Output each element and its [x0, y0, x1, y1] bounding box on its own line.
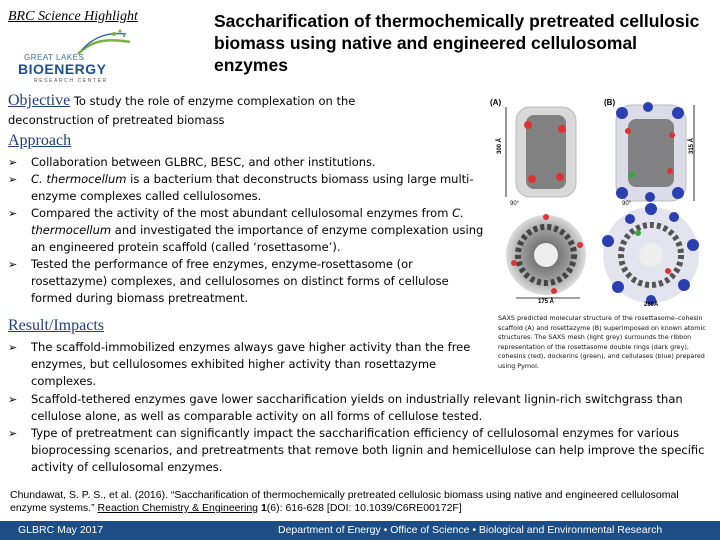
result-list-continued — [8, 391, 718, 476]
saxs-structure-image — [488, 95, 714, 310]
result-item: ➢ The scaffold-immobilized enzymes always gave higher activity than the free enzymes, but cellulosomes exhibited higher activity than rosettazyme complexes. — [8, 339, 483, 390]
glbrc-logo — [18, 34, 188, 86]
footer-date: GLBRC May 2017 — [18, 524, 104, 536]
result-item: ➢ Type of pretreatment can significantly impact the saccharification efficiency of cellulosomal enzymes for various bioprocessing scenarios, and pretreatments that remove both lignin and hemicellulose can help improve the specific activity of cellulosomal enzymes. — [8, 425, 718, 476]
logo-text-main: BIOENERGY — [18, 61, 107, 77]
result-heading: Result/Impacts — [8, 317, 104, 334]
panel-a-height: 300 Å — [497, 137, 504, 155]
approach-item: ➢ Compared the activity of the most abundant cellulosomal enzymes from C. thermocellum and investigated the importance of enzyme complexation using an engineered protein scaffold (called ‘rosettasome’). — [8, 205, 488, 256]
citation: Chundawat, S. P. S., et al. (2016). “Saccharification of thermochemically pretreated cellulosic biomass using native and engineered cellulosomal enzyme systems.” Reaction Chemistry & Engineering 1(6): 616-628 [DOI: 10.1039/C6RE00172F] — [10, 489, 679, 514]
result-list — [8, 339, 483, 390]
rosettasome-figure — [488, 95, 714, 310]
approach-item: ➢ Tested the performance of free enzymes, enzyme-rosettasome (or rosettazyme) complexes, and cellulosomes on distinct forms of cellulose formed during biomass pretreatment. — [8, 256, 488, 307]
approach-item: ➢ Collaboration between GLBRC, BESC, and other institutions. — [8, 154, 488, 171]
journal-link[interactable]: Reaction Chemistry & Engineering — [97, 502, 259, 514]
brc-highlight-label: BRC Science Highlight — [8, 9, 138, 24]
approach-item: ➢ C. thermocellum is a bacterium that deconstructs biomass using large multi-enzyme complexes called cellulosomes. — [8, 171, 488, 205]
logo-text-top: GREAT LAKES — [24, 53, 85, 62]
figure-caption: SAXS predicted molecular structure of the rosettasome–cohesin scaffold (A) and rosettazyme (B) superimposed on known atomic structures. The SAXS mesh (light grey) surrounds the ribbon representation of the rosettasome double rings (dark grey), cohesins (red), dockerins (green), and cellulases (blue) prepared using Pymol. — [498, 314, 706, 370]
logo-text-sub: RESEARCH CENTER — [34, 78, 108, 84]
approach-list — [8, 154, 488, 307]
objective-text: To study the role of enzyme complexation on the deconstruction of pretreated biomass — [8, 94, 356, 127]
panel-b-height: 315 Å — [689, 137, 696, 155]
panel-b-width: 260Å — [644, 302, 659, 308]
objective-heading: Objective — [8, 92, 71, 109]
panel-a-angle: 90° — [510, 201, 520, 207]
panel-a-width: 175 Å — [538, 299, 555, 305]
panel-b-label: (B) — [604, 98, 616, 107]
approach-heading: Approach — [8, 132, 72, 149]
footer-doe-text: Department of Energy • Office of Science • Biological and Environmental Research — [278, 524, 663, 536]
panel-a-label: (A) — [490, 98, 502, 107]
objective-section — [8, 91, 408, 130]
result-item: ➢ Scaffold-tethered enzymes gave lower saccharification yields on industrially relevant lignin-rich switchgrass than cellulose alone, as well as comparable activity on all forms of cellulose tested. — [8, 391, 718, 425]
page-title: Saccharification of thermochemically pretreated cellulosic biomass using native and engineered cellulosomal enzymes — [214, 11, 700, 75]
panel-b-angle: 90° — [622, 201, 632, 207]
